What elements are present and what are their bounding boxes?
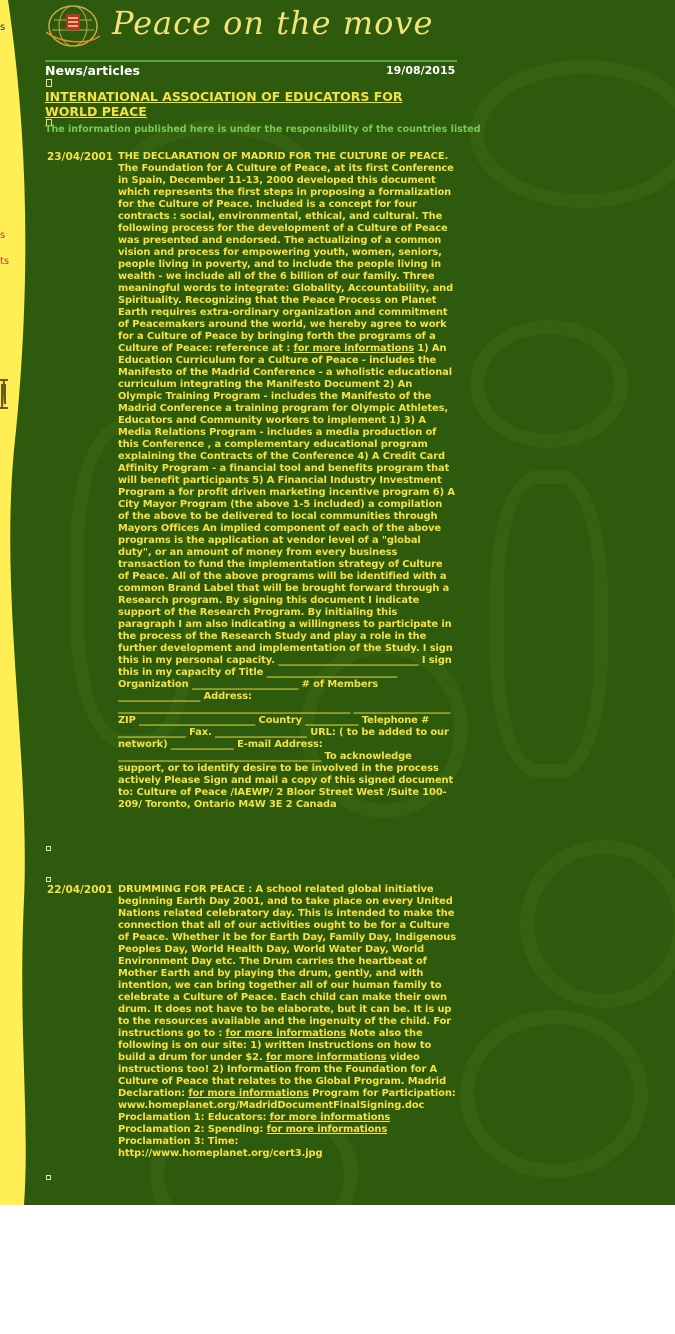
article-text: Note also the following is on our site: 1) written Instructions on how to build a drum for under $2. [118,1028,432,1063]
side-fragment: s [0,22,6,33]
globe-logo-icon [46,2,100,50]
more-info-link[interactable]: for more informations [265,1052,387,1063]
article-url: http://www.homeplanet.org/cert3.jpg [118,1148,323,1159]
decor-swirl [470,320,628,448]
side-link-fragment[interactable]: ts [0,256,10,267]
article-text: DRUMMING FOR PEACE : A school related global initiative beginning Earth Day 2001, and to take place on every United Nations related celebratory day. This is intended to make the connection that all of our activities ought to be for a Culture of Peace. Whether it be for Earth Day, Family Day, Indigenous Peoples Day, World Health Day, World Water Day, World Environment Day etc. The Drum carries the heartbeat of Mother Earth and by playing the drum, gently, and with intention, we can bring together all of our human family to celebrate a Culture of Peace. Each child can make their own drum. It does not have to be elaborate, but it can be. It is up to the resources available and the ingenuity of the child. For instructions go to : [118,884,456,1039]
article-url: www.homeplanet.org/MadridDocumentFinalSigning.doc [118,1100,425,1111]
more-info-link[interactable]: for more informations [188,1088,309,1099]
more-info-link[interactable]: for more informations [269,1112,391,1123]
responsibility-notice: The information published here is under the responsibility of the countries listed [45,124,481,135]
proclamation-label: Proclamation 3: Time: [118,1136,239,1147]
article-body [118,151,456,811]
article-text: THE DECLARATION OF MADRID FOR THE CULTURE OF PEACE. The Foundation for A Culture of Peace, at its first Conference in Spain, December 11-13, 2000 developed this document which represents the first steps in proposing a formalization for the Culture of Peace. Included is a concept for four contracts : social, environmental, ethical, and cultural. The following process for the development of a Culture of Peace was presented and endorsed. The actualizing of a common vision and process for empowering youth, women, seniors, people living in poverty, and to include the people living in wealth - we include all of the 6 billion of our family. Three meaningful words to integrate: Globality, Accountability, and Spirituality. Recognizing that the Peace Process on Planet Earth requires extra-ordinary organization and commitment of Peacemakers around the world, we hereby agree to work for a Culture of Peace by bringing forth the programs of a Culture of Peace: reference at : [118,151,454,354]
section-title: News/articles [45,63,140,78]
page-date: 19/08/2015 [386,64,456,77]
article-text: video instructions too! 2) Information from the Foundation for A Culture of Peace that relates to the Global Program. Madrid Declaration: [118,1052,447,1099]
decor-swirl [470,60,675,208]
decor-swirl [520,840,675,1008]
bullet-icon [46,1175,51,1180]
side-link-fragment[interactable]: s [0,230,6,241]
more-info-link[interactable]: for more informations [293,343,415,354]
article-text: 1) An Education Curriculum for a Culture of Peace - includes the Manifesto of the Madrid Conference - a wholistic educational curriculum integrating the Manifesto Document 2) An Olympic Training Program - includes the Manifesto of the Madrid Conference a training program for Olympic Athletes, Educators and Community workers to implement 1) 3) A Media Relations Program - includes a media production of this Conference , a complementary educational program explaining the Contracts of the Conference 4) A Credit Card Affinity Program - a financial tool and benefits program that will benefit participants 5) A Financial Industry Investment Program a for profit driven marketing incentive program 6) A City Mayor Program (the above 1-5 included) a compilation of the above to be delivered to local communities through Mayors Offices An implied component of each of the above programs is the application at vendor level of a "global duty", or an amount of money from every business transaction to fund the implementation strategy of Culture of Peace. All of the above programs will be identified with a common Brand Label that will be brought forward through a Research program. By signing this document I indicate support of the Research Program. By initialing this paragraph I am also indicating a willingness to participate in the process of the Research Study and play a role in the further development and implementation of the Study. I sign this in my personal capacity. [118,343,455,666]
header-rule [45,60,457,62]
proclamation-label: Proclamation 2: Spending: [118,1124,264,1135]
org-title-link[interactable]: INTERNATIONAL ASSOCIATION OF EDUCATORS FOR WORLD PEACE [45,89,403,119]
article-form-text: _____________________________ I sign this in my capacity of Title ___________________________ Organization ______________________ # of Members _________________ Address: ________________________________________________ ____________________ ZIP ________________________ Country ___________ Telephone # ______________ Fax. ___________________ URL: ( to be added to our network) _____________ E-mail Address: __________________________________________ To acknowledge support, or to identify desire to be involved in the process actively Please Sign and mail a copy of this signed document to: Culture of Peace /IAEWP/ 2 Bloor Street West /Suite 100-209/ Toronto, Ontario M4W 3E 2 Canada [118,655,454,810]
decor-swirl [460,1010,648,1178]
article-date: 22/04/2001 [47,884,114,896]
more-info-link[interactable]: for more informations [225,1028,347,1039]
mini-icon [46,79,52,87]
decor-swirl [490,470,608,778]
article-body [118,884,456,1160]
more-info-link[interactable]: for more informations [266,1124,388,1135]
article-date: 23/04/2001 [47,151,114,163]
site-header [40,0,460,58]
left-wave-band [0,0,60,1205]
bullet-icon [46,846,51,851]
article-text: Program for Participation: [312,1088,456,1099]
bullet-icon [46,877,51,882]
site-title: Peace on the move [112,4,434,42]
proclamation-label: Proclamation 1: Educators: [118,1112,267,1123]
